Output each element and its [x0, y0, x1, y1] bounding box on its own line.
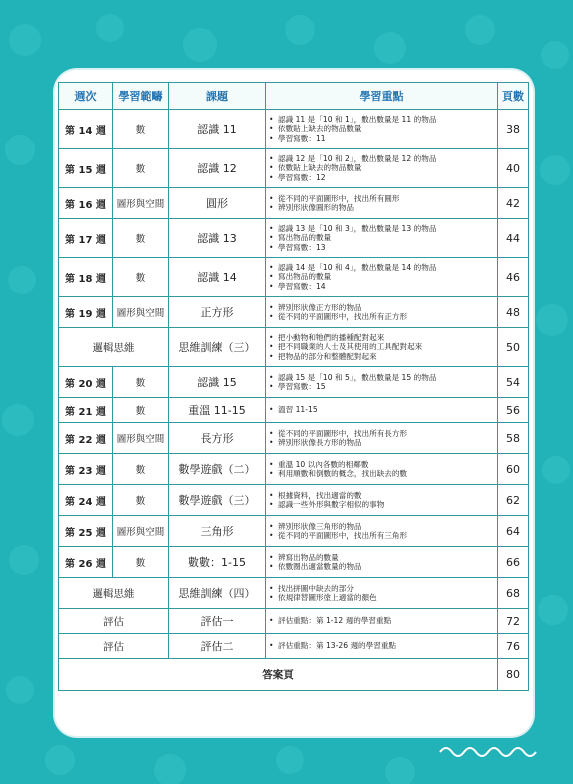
- table-row: [59, 398, 529, 423]
- row-week: 第 19 週: [59, 297, 113, 328]
- focus-point: • 認識 11 是「10 和 1」，數出數量是 11 的物品: [269, 115, 494, 125]
- table-row: [59, 578, 529, 609]
- row-category: 數: [113, 367, 169, 398]
- focus-point: • 辨別形狀像正方形的物品: [269, 303, 494, 313]
- focus-point: • 評估重點：第 1-12 週的學習重點: [269, 616, 494, 626]
- focus-list: [269, 429, 494, 448]
- row-page: 56: [498, 398, 529, 423]
- table-row: [59, 219, 529, 258]
- row-week: 第 15 週: [59, 149, 113, 188]
- focus-list: [269, 333, 494, 362]
- row-category: 數: [113, 110, 169, 149]
- decorative-squiggle: [438, 742, 558, 762]
- row-week: 第 22 週: [59, 423, 113, 454]
- table-row: [59, 188, 529, 219]
- row-focus-points: [266, 485, 498, 516]
- row-category: 圖形與空間: [113, 188, 169, 219]
- focus-point: • 把不同職業的人士及其使用的工具配對起來: [269, 342, 494, 352]
- row-week: 第 26 週: [59, 547, 113, 578]
- focus-point: • 根據資料，找出適當的數: [269, 491, 494, 501]
- row-category: 數: [113, 219, 169, 258]
- table-row: [59, 367, 529, 398]
- header-focus: 學習重點: [266, 83, 498, 110]
- row-page: 62: [498, 485, 529, 516]
- row-focus-points: [266, 258, 498, 297]
- focus-list: [269, 224, 494, 253]
- focus-point: • 依數圈出適當數量的物品: [269, 562, 494, 572]
- table-header-row: [59, 83, 529, 110]
- table-row: [59, 485, 529, 516]
- focus-point: • 認識 14 是「10 和 4」，數出數量是 14 的物品: [269, 263, 494, 273]
- row-page: 72: [498, 609, 529, 634]
- row-week: 第 25 週: [59, 516, 113, 547]
- row-focus-points: [266, 634, 498, 659]
- focus-list: [269, 303, 494, 322]
- row-focus-points: [266, 188, 498, 219]
- focus-point: • 找出拼圖中缺去的部分: [269, 584, 494, 594]
- focus-list: [269, 641, 494, 651]
- row-section: 邏輯思維: [59, 578, 169, 609]
- row-focus-points: [266, 547, 498, 578]
- row-focus-points: [266, 516, 498, 547]
- row-lesson: 思維訓練（三）: [169, 328, 266, 367]
- row-page: 46: [498, 258, 529, 297]
- row-lesson: 數學遊戲（三）: [169, 485, 266, 516]
- focus-point: • 辨寫出物品的數量: [269, 553, 494, 563]
- row-focus-points: [266, 328, 498, 367]
- row-category: 數: [113, 454, 169, 485]
- row-page: 48: [498, 297, 529, 328]
- focus-list: [269, 405, 494, 415]
- row-lesson: 長方形: [169, 423, 266, 454]
- row-lesson: 評估二: [169, 634, 266, 659]
- focus-list: [269, 522, 494, 541]
- row-category: 數: [113, 485, 169, 516]
- row-page: 50: [498, 328, 529, 367]
- row-focus-points: [266, 110, 498, 149]
- row-focus-points: [266, 297, 498, 328]
- row-category: 數: [113, 258, 169, 297]
- focus-point: • 依數貼上缺去的物品數量: [269, 124, 494, 134]
- focus-point: • 認識一些外形與數字相似的事物: [269, 500, 494, 510]
- focus-point: • 依數貼上缺去的物品數量: [269, 163, 494, 173]
- focus-point: • 把物品的部分和整體配對起來: [269, 352, 494, 362]
- table-row: [59, 454, 529, 485]
- row-page: 60: [498, 454, 529, 485]
- header-week: 週次: [59, 83, 113, 110]
- answer-row: [59, 659, 529, 691]
- row-week: 第 18 週: [59, 258, 113, 297]
- table-row: [59, 634, 529, 659]
- focus-point: • 辨別形狀像長方形的物品: [269, 438, 494, 448]
- row-week: 第 14 週: [59, 110, 113, 149]
- table-row: [59, 258, 529, 297]
- row-week: 第 24 週: [59, 485, 113, 516]
- focus-point: • 從不同的平面圖形中，找出所有三角形: [269, 531, 494, 541]
- focus-point: • 從不同的平面圖形中，找出所有長方形: [269, 429, 494, 439]
- row-category: 數: [113, 398, 169, 423]
- focus-list: [269, 460, 494, 479]
- row-focus-points: [266, 578, 498, 609]
- focus-point: • 認識 12 是「10 和 2」，數出數量是 12 的物品: [269, 154, 494, 164]
- table-row: [59, 516, 529, 547]
- focus-point: • 寫出物品的數量: [269, 272, 494, 282]
- table-row: [59, 609, 529, 634]
- row-page: 76: [498, 634, 529, 659]
- row-category: 數: [113, 547, 169, 578]
- answer-pages-label: 答案頁: [59, 659, 498, 691]
- focus-point: • 重溫 10 以內各數的相鄰數: [269, 460, 494, 470]
- focus-point: • 把小動物和牠們的播種配對起來: [269, 333, 494, 343]
- table-row: [59, 423, 529, 454]
- focus-list: [269, 115, 494, 144]
- table-row: [59, 547, 529, 578]
- row-page: 38: [498, 110, 529, 149]
- focus-list: [269, 491, 494, 510]
- focus-list: [269, 154, 494, 183]
- focus-point: • 學習寫數：15: [269, 382, 494, 392]
- row-week: 第 17 週: [59, 219, 113, 258]
- focus-list: [269, 263, 494, 292]
- row-lesson: 認識 11: [169, 110, 266, 149]
- row-category: 圖形與空間: [113, 516, 169, 547]
- row-lesson: 認識 12: [169, 149, 266, 188]
- row-section: 評估: [59, 634, 169, 659]
- row-lesson: 數數：1-15: [169, 547, 266, 578]
- contents-table: [58, 82, 529, 691]
- focus-point: • 從不同的平面圖形中，找出所有圓形: [269, 194, 494, 204]
- row-category: 圖形與空間: [113, 297, 169, 328]
- row-page: 68: [498, 578, 529, 609]
- table-row: [59, 110, 529, 149]
- table-row: [59, 297, 529, 328]
- row-lesson: 認識 13: [169, 219, 266, 258]
- row-lesson: 三角形: [169, 516, 266, 547]
- row-lesson: 認識 15: [169, 367, 266, 398]
- table-row: [59, 328, 529, 367]
- focus-point: • 依規律替圖形塗上適當的顏色: [269, 593, 494, 603]
- focus-list: [269, 584, 494, 603]
- table-body: [59, 110, 529, 691]
- focus-list: [269, 616, 494, 626]
- row-lesson: 數學遊戲（二）: [169, 454, 266, 485]
- row-section: 評估: [59, 609, 169, 634]
- row-focus-points: [266, 454, 498, 485]
- focus-point: • 學習寫數：12: [269, 173, 494, 183]
- focus-point: • 學習寫數：14: [269, 282, 494, 292]
- header-category: 學習範疇: [113, 83, 169, 110]
- focus-point: • 從不同的平面圖形中，找出所有正方形: [269, 312, 494, 322]
- focus-point: • 辨別形狀像三角形的物品: [269, 522, 494, 532]
- focus-list: [269, 553, 494, 572]
- row-page: 64: [498, 516, 529, 547]
- row-week: 第 16 週: [59, 188, 113, 219]
- row-page: 54: [498, 367, 529, 398]
- focus-point: • 學習寫數：11: [269, 134, 494, 144]
- row-focus-points: [266, 367, 498, 398]
- focus-list: [269, 194, 494, 213]
- row-lesson: 認識 14: [169, 258, 266, 297]
- row-lesson: 重溫 11-15: [169, 398, 266, 423]
- row-week: 第 20 週: [59, 367, 113, 398]
- row-focus-points: [266, 609, 498, 634]
- row-category: 圖形與空間: [113, 423, 169, 454]
- focus-point: • 評估重點：第 13-26 週的學習重點: [269, 641, 494, 651]
- row-category: 數: [113, 149, 169, 188]
- row-week: 第 23 週: [59, 454, 113, 485]
- row-section: 邏輯思維: [59, 328, 169, 367]
- focus-point: • 辨別形狀像圓形的物品: [269, 203, 494, 213]
- row-focus-points: [266, 423, 498, 454]
- focus-list: [269, 373, 494, 392]
- row-lesson: 圓形: [169, 188, 266, 219]
- focus-point: • 溫習 11-15: [269, 405, 494, 415]
- focus-point: • 學習寫數：13: [269, 243, 494, 253]
- row-page: 44: [498, 219, 529, 258]
- row-lesson: 正方形: [169, 297, 266, 328]
- header-page: 頁數: [498, 83, 529, 110]
- row-week: 第 21 週: [59, 398, 113, 423]
- focus-point: • 利用順數和倒數的概念，找出缺去的數: [269, 469, 494, 479]
- row-page: 40: [498, 149, 529, 188]
- row-page: 66: [498, 547, 529, 578]
- row-focus-points: [266, 149, 498, 188]
- answer-pages-page: 80: [498, 659, 529, 691]
- header-lesson: 課題: [169, 83, 266, 110]
- row-focus-points: [266, 219, 498, 258]
- row-page: 42: [498, 188, 529, 219]
- row-lesson: 思維訓練（四）: [169, 578, 266, 609]
- focus-point: • 認識 15 是「10 和 5」，數出數量是 15 的物品: [269, 373, 494, 383]
- table-row: [59, 149, 529, 188]
- focus-point: • 認識 13 是「10 和 3」，數出數量是 13 的物品: [269, 224, 494, 234]
- focus-point: • 寫出物品的數量: [269, 233, 494, 243]
- row-lesson: 評估一: [169, 609, 266, 634]
- row-focus-points: [266, 398, 498, 423]
- row-page: 58: [498, 423, 529, 454]
